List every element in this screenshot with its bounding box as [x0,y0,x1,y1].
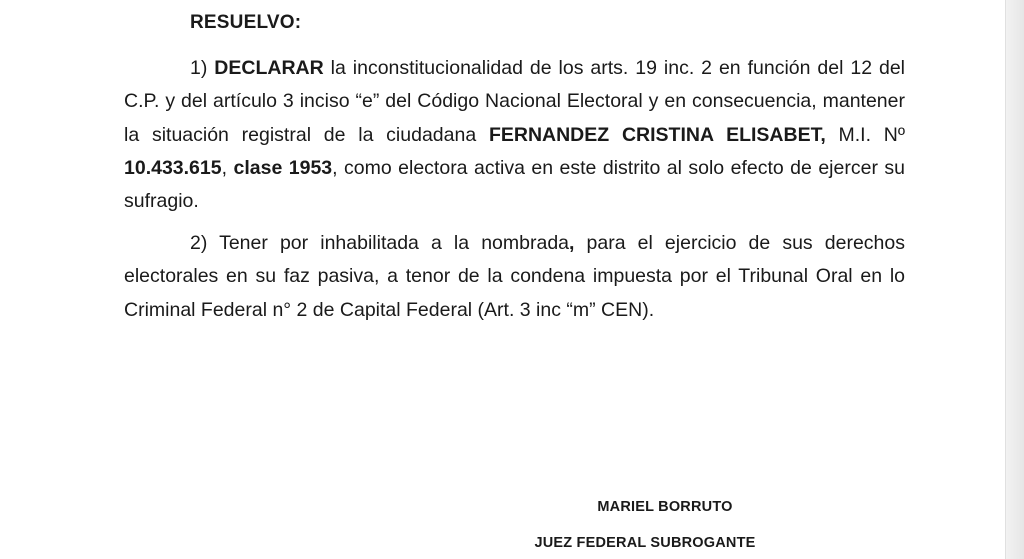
id-number: 10.433.615 [124,156,222,179]
resolution-item-1 [124,52,905,218]
item-1-text-a: la inconstitucionalidad de los arts. 19 inc. 2 en función del 12 del C.P. y del artículo 3 inciso “e” del Código Nacional Electoral y en consecuencia, mantener la situación registral de la ciudadana [124,57,906,146]
signature-title: JUEZ FEDERAL SUBROGANTE [534,535,756,551]
item-2-text-a: Tener por inhabilitada a la nombrada [207,232,570,254]
item-1-number: 1) [190,57,208,79]
viewer-scrollbar-gutter[interactable] [1005,0,1024,559]
item-1-text-c: , [221,156,234,179]
resolution-heading: RESUELVO: [190,12,302,33]
item-2-comma: , [569,232,575,254]
signature-name: MARIEL BORRUTO [597,499,733,515]
citizen-name: FERNANDEZ CRISTINA ELISABET, [488,123,826,146]
class-year: clase 1953 [233,156,333,179]
item-1-text-d: , como electora activa en este distrito al solo efecto de ejercer su sufragio. [124,156,905,213]
item-2-text-b: para el ejercicio de sus derechos electorales en su faz pasiva, a tenor de la condena impuesta por el Tribunal Oral en lo Criminal Federal n° 2 de Capital Federal (Art. 3 inc “m” CEN). [124,232,905,321]
item-1-text-b: M.I. Nº [825,123,905,146]
item-1-verb: DECLARAR [214,57,324,79]
item-2-number: 2) [190,232,208,254]
resolution-item-2 [124,227,905,327]
